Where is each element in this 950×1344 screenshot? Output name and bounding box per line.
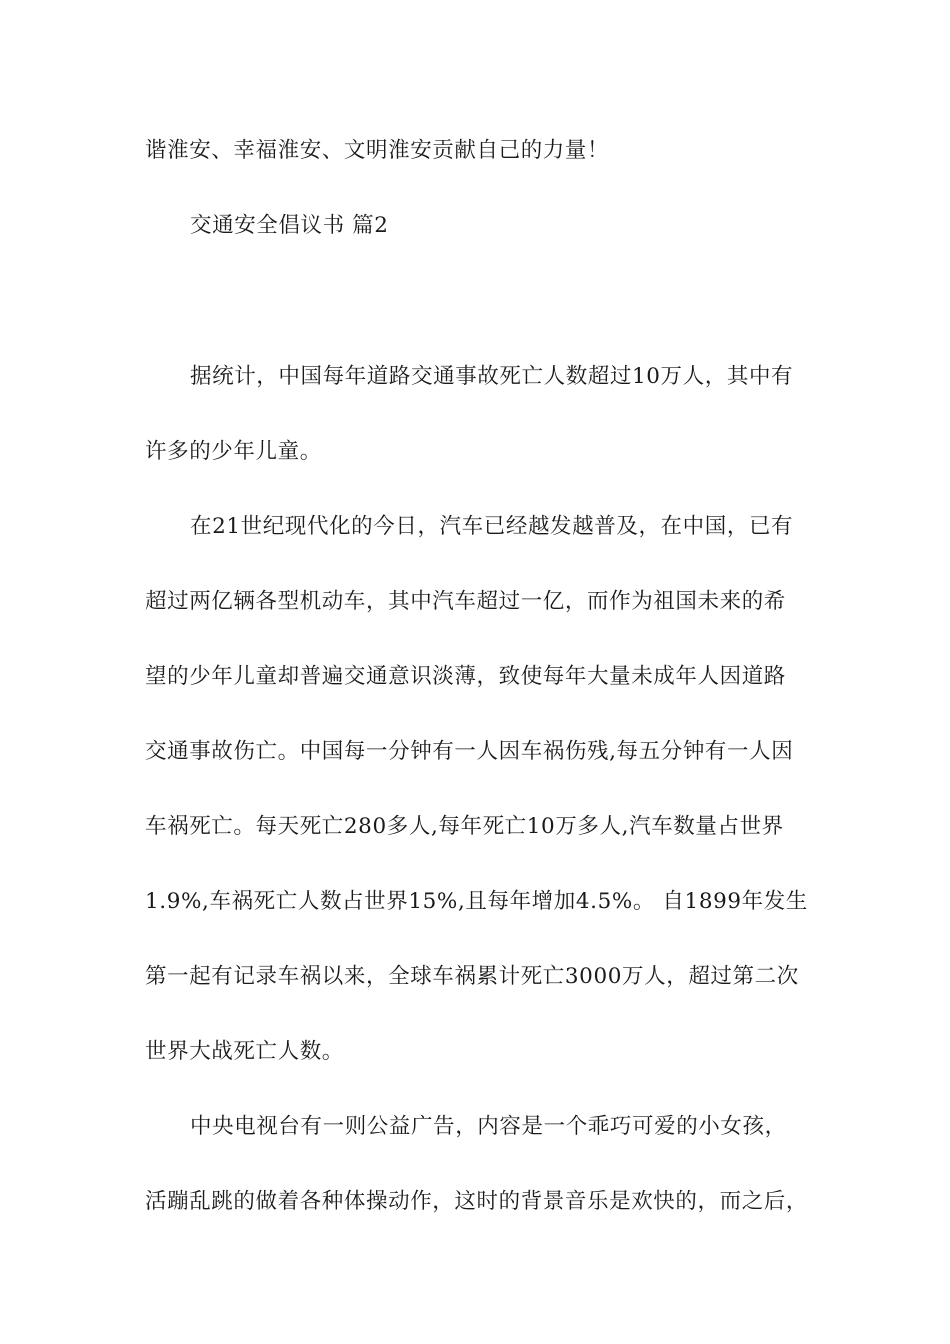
paragraph-2-line-1: 在21世纪现代化的今日，汽车已经越发越普及，在中国，已有 (190, 514, 794, 539)
paragraph-2-line-7: 第一起有记录车祸以来，全球车祸累计死亡3000万人，超过第二次 (145, 964, 799, 989)
paragraph-2-line-6: 1.9%,车祸死亡人数占世界15%,且每年增加4.5%。 自1899年发生 (145, 889, 808, 914)
paragraph-2-line-3: 望的少年儿童却普遍交通意识淡薄，致使每年大量未成年人因道路 (145, 664, 786, 689)
paragraph-1-line-2: 许多的少年儿童。 (145, 439, 322, 464)
paragraph-2-line-4: 交通事故伤亡。中国每一分钟有一人因车祸伤残,每五分钟有一人因 (145, 739, 794, 764)
paragraph-1-line-1: 据统计，中国每年道路交通事故死亡人数超过10万人，其中有 (190, 364, 794, 389)
paragraph-3-line-1: 中央电视台有一则公益广告，内容是一个乖巧可爱的小女孩， (190, 1114, 787, 1139)
paragraph-2-line-8: 世界大战死亡人数。 (145, 1039, 344, 1064)
paragraph-2-line-2: 超过两亿辆各型机动车，其中汽车超过一亿，而作为祖国未来的希 (145, 589, 786, 614)
section-heading: 交通安全倡议书 篇2 (190, 213, 389, 238)
paragraph-closing-line: 谐淮安、幸福淮安、文明淮安贡献自己的力量！ (145, 138, 610, 163)
paragraph-2-line-5: 车祸死亡。每天死亡280多人,每年死亡10万多人,汽车数量占世界 (145, 814, 784, 839)
paragraph-3-line-2: 活蹦乱跳的做着各种体操动作，这时的背景音乐是欢快的，而之后， (145, 1189, 809, 1214)
